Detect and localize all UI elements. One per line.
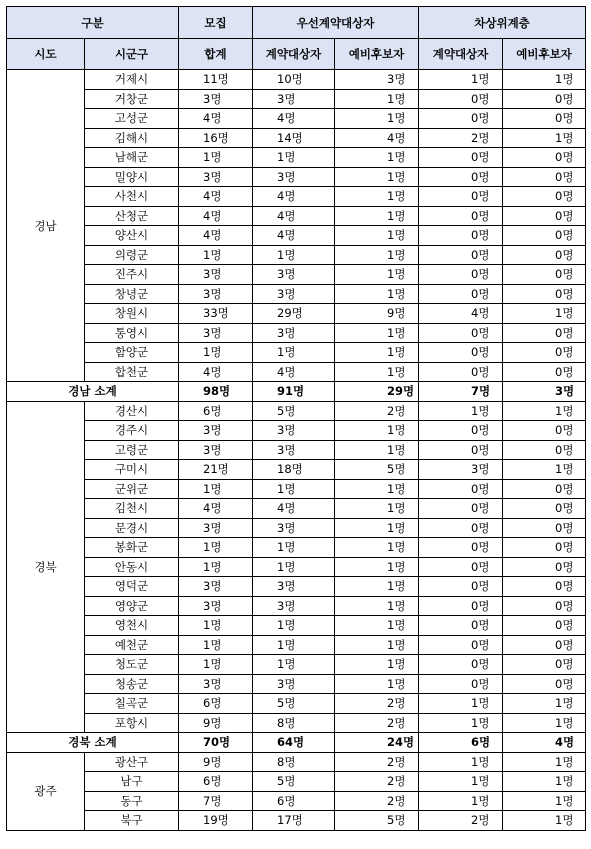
table-row <box>7 557 586 577</box>
sigungu-cell: 남해군 <box>85 148 179 168</box>
table-row <box>7 304 586 324</box>
next-contract-cell: 0명 <box>419 109 503 129</box>
next-contract-cell: 0명 <box>419 596 503 616</box>
next-reserve-cell: 0명 <box>503 596 586 616</box>
next-reserve-cell: 0명 <box>503 499 586 519</box>
header-priority-contract: 계약대상자 <box>253 39 335 70</box>
table-row <box>7 499 586 519</box>
total-cell: 7명 <box>179 791 253 811</box>
total-cell: 4명 <box>179 499 253 519</box>
total-cell: 33명 <box>179 304 253 324</box>
sigungu-cell: 거제시 <box>85 70 179 90</box>
priority-contract-cell: 1명 <box>253 479 335 499</box>
next-reserve-cell: 1명 <box>503 460 586 480</box>
next-contract-cell: 2명 <box>419 811 503 831</box>
sigungu-cell: 함양군 <box>85 343 179 363</box>
total-cell: 3명 <box>179 284 253 304</box>
next-reserve-cell: 0명 <box>503 655 586 675</box>
priority-contract-cell: 29명 <box>253 304 335 324</box>
next-reserve-cell: 0명 <box>503 226 586 246</box>
table-row <box>7 791 586 811</box>
priority-reserve-cell: 3명 <box>335 70 419 90</box>
total-cell: 3명 <box>179 421 253 441</box>
total-cell: 1명 <box>179 148 253 168</box>
table-row <box>7 70 586 90</box>
next-contract-cell: 0명 <box>419 518 503 538</box>
sigungu-cell: 사천시 <box>85 187 179 207</box>
priority-reserve-cell: 2명 <box>335 791 419 811</box>
priority-reserve-cell: 1명 <box>335 674 419 694</box>
next-contract-cell: 0명 <box>419 616 503 636</box>
sigungu-cell: 봉화군 <box>85 538 179 558</box>
priority-reserve-cell: 1명 <box>335 655 419 675</box>
next-contract-cell: 1명 <box>419 401 503 421</box>
next-reserve-cell: 0명 <box>503 440 586 460</box>
table-row <box>7 362 586 382</box>
priority-reserve-cell: 1명 <box>335 518 419 538</box>
priority-contract-cell: 91명 <box>253 382 335 402</box>
next-reserve-cell: 0명 <box>503 577 586 597</box>
priority-reserve-cell: 1명 <box>335 109 419 129</box>
next-contract-cell: 0명 <box>419 148 503 168</box>
priority-contract-cell: 3명 <box>253 421 335 441</box>
priority-contract-cell: 4명 <box>253 362 335 382</box>
header-next: 차상위계층 <box>419 7 586 39</box>
total-cell: 6명 <box>179 694 253 714</box>
priority-reserve-cell: 1명 <box>335 538 419 558</box>
total-cell: 3명 <box>179 323 253 343</box>
priority-reserve-cell: 29명 <box>335 382 419 402</box>
next-reserve-cell: 0명 <box>503 635 586 655</box>
priority-reserve-cell: 4명 <box>335 128 419 148</box>
table-row <box>7 167 586 187</box>
sigungu-cell: 동구 <box>85 791 179 811</box>
priority-reserve-cell: 1명 <box>335 616 419 636</box>
priority-reserve-cell: 2명 <box>335 713 419 733</box>
priority-contract-cell: 4명 <box>253 109 335 129</box>
next-reserve-cell: 1명 <box>503 694 586 714</box>
priority-contract-cell: 1명 <box>253 616 335 636</box>
table-header <box>7 7 586 70</box>
next-contract-cell: 0명 <box>419 323 503 343</box>
priority-reserve-cell: 1명 <box>335 577 419 597</box>
priority-reserve-cell: 1명 <box>335 167 419 187</box>
priority-contract-cell: 17명 <box>253 811 335 831</box>
table-row <box>7 343 586 363</box>
total-cell: 4명 <box>179 109 253 129</box>
priority-reserve-cell: 2명 <box>335 772 419 792</box>
priority-reserve-cell: 1명 <box>335 89 419 109</box>
sigungu-cell: 김천시 <box>85 499 179 519</box>
table-row <box>7 694 586 714</box>
table-row <box>7 206 586 226</box>
total-cell: 1명 <box>179 538 253 558</box>
next-contract-cell: 0명 <box>419 674 503 694</box>
priority-reserve-cell: 1명 <box>335 284 419 304</box>
table-body <box>7 70 586 831</box>
priority-contract-cell: 64명 <box>253 733 335 753</box>
subtotal-row <box>7 733 586 753</box>
next-contract-cell: 0명 <box>419 89 503 109</box>
header-next-reserve: 예비후보자 <box>503 39 586 70</box>
priority-contract-cell: 1명 <box>253 655 335 675</box>
next-contract-cell: 0명 <box>419 577 503 597</box>
sigungu-cell: 북구 <box>85 811 179 831</box>
priority-reserve-cell: 1명 <box>335 206 419 226</box>
sigungu-cell: 산청군 <box>85 206 179 226</box>
priority-contract-cell: 14명 <box>253 128 335 148</box>
sido-cell: 경남 <box>7 70 85 382</box>
priority-contract-cell: 8명 <box>253 713 335 733</box>
priority-reserve-cell: 5명 <box>335 460 419 480</box>
header-sido: 시도 <box>7 39 85 70</box>
priority-contract-cell: 4명 <box>253 226 335 246</box>
next-reserve-cell: 1명 <box>503 70 586 90</box>
next-contract-cell: 2명 <box>419 128 503 148</box>
priority-contract-cell: 3명 <box>253 89 335 109</box>
sigungu-cell: 영덕군 <box>85 577 179 597</box>
next-contract-cell: 1명 <box>419 70 503 90</box>
table-row <box>7 109 586 129</box>
next-contract-cell: 0명 <box>419 226 503 246</box>
next-contract-cell: 1명 <box>419 713 503 733</box>
table-row <box>7 226 586 246</box>
priority-contract-cell: 1명 <box>253 245 335 265</box>
priority-reserve-cell: 2명 <box>335 401 419 421</box>
header-priority: 우선계약대상자 <box>253 7 419 39</box>
table-row <box>7 323 586 343</box>
sigungu-cell: 청송군 <box>85 674 179 694</box>
sigungu-cell: 예천군 <box>85 635 179 655</box>
priority-contract-cell: 3명 <box>253 596 335 616</box>
header-priority-reserve: 예비후보자 <box>335 39 419 70</box>
next-reserve-cell: 0명 <box>503 557 586 577</box>
sigungu-cell: 통영시 <box>85 323 179 343</box>
next-reserve-cell: 0명 <box>503 323 586 343</box>
priority-contract-cell: 3명 <box>253 167 335 187</box>
sigungu-cell: 고령군 <box>85 440 179 460</box>
sigungu-cell: 김해시 <box>85 128 179 148</box>
sido-cell: 경북 <box>7 401 85 733</box>
next-contract-cell: 0명 <box>419 187 503 207</box>
priority-contract-cell: 1명 <box>253 148 335 168</box>
table-row <box>7 772 586 792</box>
next-reserve-cell: 0명 <box>503 421 586 441</box>
total-cell: 19명 <box>179 811 253 831</box>
priority-reserve-cell: 1명 <box>335 265 419 285</box>
subtotal-row <box>7 382 586 402</box>
recruitment-table <box>6 6 586 831</box>
next-contract-cell: 0명 <box>419 538 503 558</box>
next-contract-cell: 0명 <box>419 206 503 226</box>
table-row <box>7 655 586 675</box>
priority-reserve-cell: 1명 <box>335 323 419 343</box>
total-cell: 3명 <box>179 577 253 597</box>
sigungu-cell: 안동시 <box>85 557 179 577</box>
total-cell: 21명 <box>179 460 253 480</box>
table-row <box>7 518 586 538</box>
next-reserve-cell: 0명 <box>503 518 586 538</box>
next-contract-cell: 0명 <box>419 245 503 265</box>
priority-contract-cell: 3명 <box>253 518 335 538</box>
table-row <box>7 401 586 421</box>
priority-reserve-cell: 1명 <box>335 245 419 265</box>
total-cell: 1명 <box>179 557 253 577</box>
sigungu-cell: 진주시 <box>85 265 179 285</box>
total-cell: 11명 <box>179 70 253 90</box>
next-reserve-cell: 0명 <box>503 265 586 285</box>
total-cell: 70명 <box>179 733 253 753</box>
total-cell: 1명 <box>179 245 253 265</box>
priority-reserve-cell: 1명 <box>335 440 419 460</box>
table-row <box>7 577 586 597</box>
total-cell: 4명 <box>179 187 253 207</box>
sigungu-cell: 영천시 <box>85 616 179 636</box>
next-reserve-cell: 0명 <box>503 284 586 304</box>
header-next-contract: 계약대상자 <box>419 39 503 70</box>
sigungu-cell: 광산구 <box>85 752 179 772</box>
total-cell: 1명 <box>179 655 253 675</box>
table-row <box>7 538 586 558</box>
priority-reserve-cell: 1명 <box>335 635 419 655</box>
total-cell: 3명 <box>179 674 253 694</box>
next-contract-cell: 1명 <box>419 791 503 811</box>
total-cell: 98명 <box>179 382 253 402</box>
priority-reserve-cell: 5명 <box>335 811 419 831</box>
sigungu-cell: 거창군 <box>85 89 179 109</box>
total-cell: 4명 <box>179 362 253 382</box>
header-gubun: 구분 <box>7 7 179 39</box>
table-row <box>7 245 586 265</box>
next-reserve-cell: 0명 <box>503 206 586 226</box>
priority-contract-cell: 3명 <box>253 577 335 597</box>
total-cell: 3명 <box>179 265 253 285</box>
priority-contract-cell: 3명 <box>253 440 335 460</box>
next-reserve-cell: 1명 <box>503 811 586 831</box>
next-reserve-cell: 0명 <box>503 89 586 109</box>
sigungu-cell: 경산시 <box>85 401 179 421</box>
next-contract-cell: 3명 <box>419 460 503 480</box>
sigungu-cell: 양산시 <box>85 226 179 246</box>
next-contract-cell: 0명 <box>419 655 503 675</box>
next-contract-cell: 0명 <box>419 421 503 441</box>
next-reserve-cell: 1명 <box>503 791 586 811</box>
next-contract-cell: 4명 <box>419 304 503 324</box>
table-row <box>7 713 586 733</box>
next-reserve-cell: 0명 <box>503 245 586 265</box>
priority-contract-cell: 1명 <box>253 557 335 577</box>
total-cell: 16명 <box>179 128 253 148</box>
next-reserve-cell: 1명 <box>503 772 586 792</box>
sigungu-cell: 밀양시 <box>85 167 179 187</box>
next-reserve-cell: 0명 <box>503 616 586 636</box>
sigungu-cell: 군위군 <box>85 479 179 499</box>
total-cell: 4명 <box>179 226 253 246</box>
table-row <box>7 440 586 460</box>
next-contract-cell: 0명 <box>419 167 503 187</box>
next-reserve-cell: 0명 <box>503 109 586 129</box>
sigungu-cell: 청도군 <box>85 655 179 675</box>
next-contract-cell: 1명 <box>419 752 503 772</box>
total-cell: 1명 <box>179 616 253 636</box>
total-cell: 1명 <box>179 343 253 363</box>
priority-reserve-cell: 9명 <box>335 304 419 324</box>
next-contract-cell: 1명 <box>419 694 503 714</box>
total-cell: 1명 <box>179 479 253 499</box>
sigungu-cell: 영양군 <box>85 596 179 616</box>
priority-reserve-cell: 2명 <box>335 752 419 772</box>
next-reserve-cell: 1명 <box>503 713 586 733</box>
next-contract-cell: 0명 <box>419 343 503 363</box>
next-contract-cell: 1명 <box>419 772 503 792</box>
sigungu-cell: 구미시 <box>85 460 179 480</box>
next-contract-cell: 0명 <box>419 635 503 655</box>
total-cell: 3명 <box>179 518 253 538</box>
total-cell: 4명 <box>179 206 253 226</box>
sigungu-cell: 창원시 <box>85 304 179 324</box>
next-contract-cell: 6명 <box>419 733 503 753</box>
priority-contract-cell: 1명 <box>253 635 335 655</box>
sigungu-cell: 창녕군 <box>85 284 179 304</box>
subtotal-label: 경북 소계 <box>7 733 179 753</box>
table-row <box>7 265 586 285</box>
priority-reserve-cell: 1명 <box>335 421 419 441</box>
total-cell: 6명 <box>179 401 253 421</box>
total-cell: 6명 <box>179 772 253 792</box>
priority-reserve-cell: 1명 <box>335 362 419 382</box>
table-row <box>7 596 586 616</box>
total-cell: 1명 <box>179 635 253 655</box>
table-row <box>7 811 586 831</box>
total-cell: 9명 <box>179 752 253 772</box>
subtotal-label: 경남 소계 <box>7 382 179 402</box>
next-contract-cell: 0명 <box>419 362 503 382</box>
next-reserve-cell: 0명 <box>503 167 586 187</box>
priority-reserve-cell: 1명 <box>335 499 419 519</box>
total-cell: 3명 <box>179 167 253 187</box>
next-reserve-cell: 0명 <box>503 362 586 382</box>
next-reserve-cell: 3명 <box>503 382 586 402</box>
next-contract-cell: 0명 <box>419 440 503 460</box>
table-row <box>7 128 586 148</box>
next-reserve-cell: 0명 <box>503 187 586 207</box>
sigungu-cell: 경주시 <box>85 421 179 441</box>
priority-contract-cell: 5명 <box>253 694 335 714</box>
next-contract-cell: 0명 <box>419 499 503 519</box>
priority-contract-cell: 3명 <box>253 265 335 285</box>
sigungu-cell: 고성군 <box>85 109 179 129</box>
sido-cell: 광주 <box>7 752 85 830</box>
priority-reserve-cell: 1명 <box>335 479 419 499</box>
priority-contract-cell: 10명 <box>253 70 335 90</box>
total-cell: 3명 <box>179 89 253 109</box>
table-row <box>7 284 586 304</box>
next-reserve-cell: 1명 <box>503 752 586 772</box>
next-reserve-cell: 0명 <box>503 674 586 694</box>
table-row <box>7 635 586 655</box>
priority-contract-cell: 1명 <box>253 538 335 558</box>
total-cell: 3명 <box>179 596 253 616</box>
priority-reserve-cell: 1명 <box>335 187 419 207</box>
next-contract-cell: 0명 <box>419 284 503 304</box>
sigungu-cell: 남구 <box>85 772 179 792</box>
priority-contract-cell: 8명 <box>253 752 335 772</box>
total-cell: 3명 <box>179 440 253 460</box>
next-reserve-cell: 0명 <box>503 538 586 558</box>
header-mojip: 모집 <box>179 7 253 39</box>
next-reserve-cell: 0명 <box>503 343 586 363</box>
priority-contract-cell: 5명 <box>253 401 335 421</box>
next-contract-cell: 7명 <box>419 382 503 402</box>
priority-reserve-cell: 1명 <box>335 148 419 168</box>
table-row <box>7 421 586 441</box>
priority-reserve-cell: 2명 <box>335 694 419 714</box>
next-contract-cell: 0명 <box>419 557 503 577</box>
priority-contract-cell: 3명 <box>253 674 335 694</box>
next-reserve-cell: 1명 <box>503 128 586 148</box>
header-sigungu: 시군구 <box>85 39 179 70</box>
table-row <box>7 616 586 636</box>
next-contract-cell: 0명 <box>419 479 503 499</box>
next-reserve-cell: 0명 <box>503 479 586 499</box>
priority-contract-cell: 4명 <box>253 187 335 207</box>
priority-reserve-cell: 24명 <box>335 733 419 753</box>
priority-contract-cell: 6명 <box>253 791 335 811</box>
next-reserve-cell: 0명 <box>503 148 586 168</box>
next-reserve-cell: 4명 <box>503 733 586 753</box>
table-row <box>7 460 586 480</box>
priority-contract-cell: 1명 <box>253 343 335 363</box>
table-row <box>7 148 586 168</box>
sigungu-cell: 문경시 <box>85 518 179 538</box>
next-contract-cell: 0명 <box>419 265 503 285</box>
table-row <box>7 187 586 207</box>
priority-contract-cell: 3명 <box>253 323 335 343</box>
priority-contract-cell: 5명 <box>253 772 335 792</box>
priority-reserve-cell: 1명 <box>335 226 419 246</box>
priority-contract-cell: 3명 <box>253 284 335 304</box>
sigungu-cell: 칠곡군 <box>85 694 179 714</box>
priority-contract-cell: 18명 <box>253 460 335 480</box>
sigungu-cell: 합천군 <box>85 362 179 382</box>
priority-reserve-cell: 1명 <box>335 343 419 363</box>
table-row <box>7 479 586 499</box>
priority-contract-cell: 4명 <box>253 499 335 519</box>
sigungu-cell: 의령군 <box>85 245 179 265</box>
table-row <box>7 674 586 694</box>
total-cell: 9명 <box>179 713 253 733</box>
table-row <box>7 89 586 109</box>
table-row <box>7 752 586 772</box>
priority-reserve-cell: 1명 <box>335 596 419 616</box>
next-reserve-cell: 1명 <box>503 401 586 421</box>
next-reserve-cell: 1명 <box>503 304 586 324</box>
sigungu-cell: 포항시 <box>85 713 179 733</box>
priority-contract-cell: 4명 <box>253 206 335 226</box>
priority-reserve-cell: 1명 <box>335 557 419 577</box>
header-total: 합계 <box>179 39 253 70</box>
